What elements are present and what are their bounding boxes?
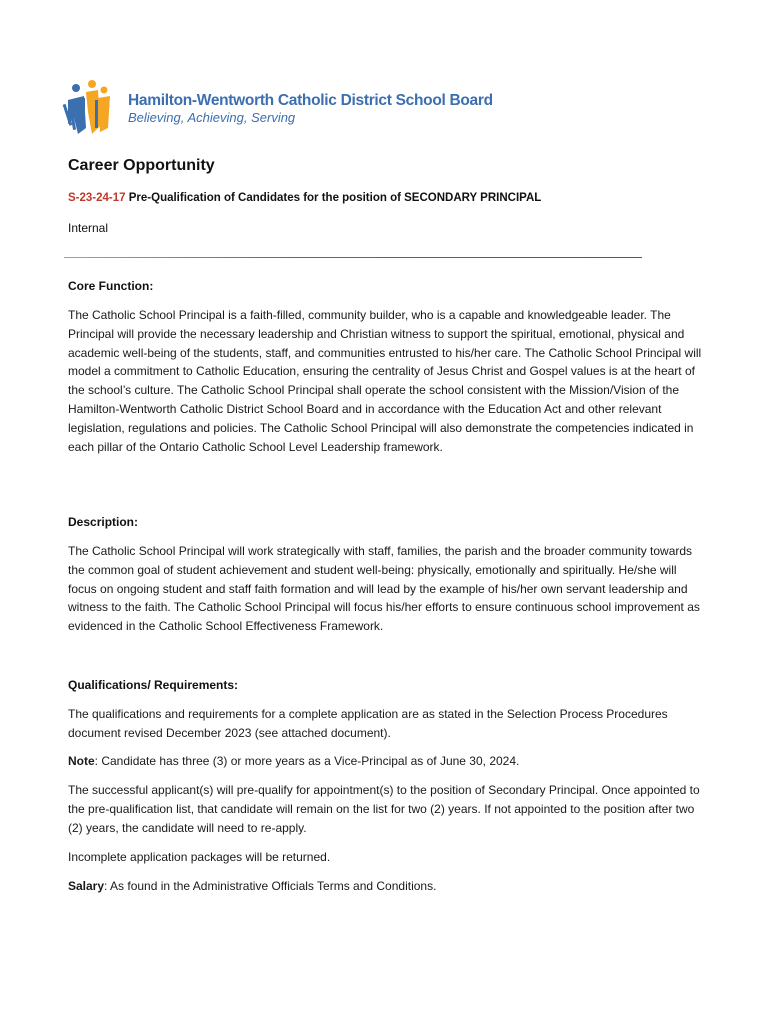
note-text: : Candidate has three (3) or more years as a Vice-Principal as of June 30, 2024.: [94, 754, 520, 768]
salary-label: Salary: [68, 879, 105, 893]
note-label: Note: [68, 754, 95, 768]
core-function-heading: Core Function:: [68, 279, 154, 293]
posting-code: S-23-24-17: [68, 192, 126, 204]
salary-text: : As found in the Administrative Officials Terms and Conditions.: [104, 879, 437, 893]
board-emblem-icon: [62, 78, 124, 140]
incomplete-note: Incomplete application packages will be returned.: [68, 850, 331, 864]
page-title: Career Opportunity: [68, 157, 215, 174]
qualifications-heading: Qualifications/ Requirements:: [68, 678, 239, 692]
org-tagline: Believing, Achieving, Serving: [128, 110, 296, 125]
prequal-paragraph: The successful applicant(s) will pre-qualify for appointment(s) to the position of Secondary Principal. Once appointed to the pre-qualification list, that candidate will remain on the list for two (2) years. If not appointed to the position after two (2) years, the candidate will need to re-apply.: [68, 783, 700, 835]
board-logo: [62, 78, 493, 140]
posting-title: Pre-Qualification of Candidates for the position of SECONDARY PRINCIPAL: [128, 192, 542, 204]
posting-type: Internal: [68, 221, 109, 235]
core-function-body: The Catholic School Principal is a faith-filled, community builder, who is a capable and knowledgeable leader. The Principal will provide the necessary leadership and Christian witness to support the spiritual, emotional, physical and academic well-being of the students, staff, and communities entrusted to his/her care. The Catholic School Principal will model a commitment to Catholic Education, ensuring the centrality of Jesus Christ and Gospel values is at the heart of the school’s culture. The Catholic School Principal shall operate the school consistent with the Mission/Vision of the Hamilton-Wentworth Catholic District School Board and in accordance with the Education Act and other relevant legislation, regulations and policies. The Catholic School Principal will also demonstrate the competencies indicated in each pillar of the Ontario Catholic School Level Leadership framework.: [68, 308, 702, 454]
divider: [64, 257, 642, 258]
salary-line: [68, 877, 708, 896]
org-name: Hamilton-Wentworth Catholic District School Board: [128, 92, 493, 109]
note-line: [68, 752, 708, 771]
description-heading: Description:: [68, 515, 139, 529]
posting-line: [68, 192, 541, 204]
description-body: The Catholic School Principal will work strategically with staff, families, the parish and the broader community towards the common goal of student achievement and student well-being: physically, emotionally and spiritually. He/she will focus on ongoing student and staff faith formation and will lead by the example of his/her own servant leadership and witness to the faith. The Catholic School Principal will focus his/her efforts to ensure continuous school improvement as evidenced in the Catholic School Effectiveness Framework.: [68, 544, 700, 634]
qualifications-intro: The qualifications and requirements for a complete application are as stated in the Selection Process Procedures document revised December 2023 (see attached document).: [68, 707, 668, 740]
